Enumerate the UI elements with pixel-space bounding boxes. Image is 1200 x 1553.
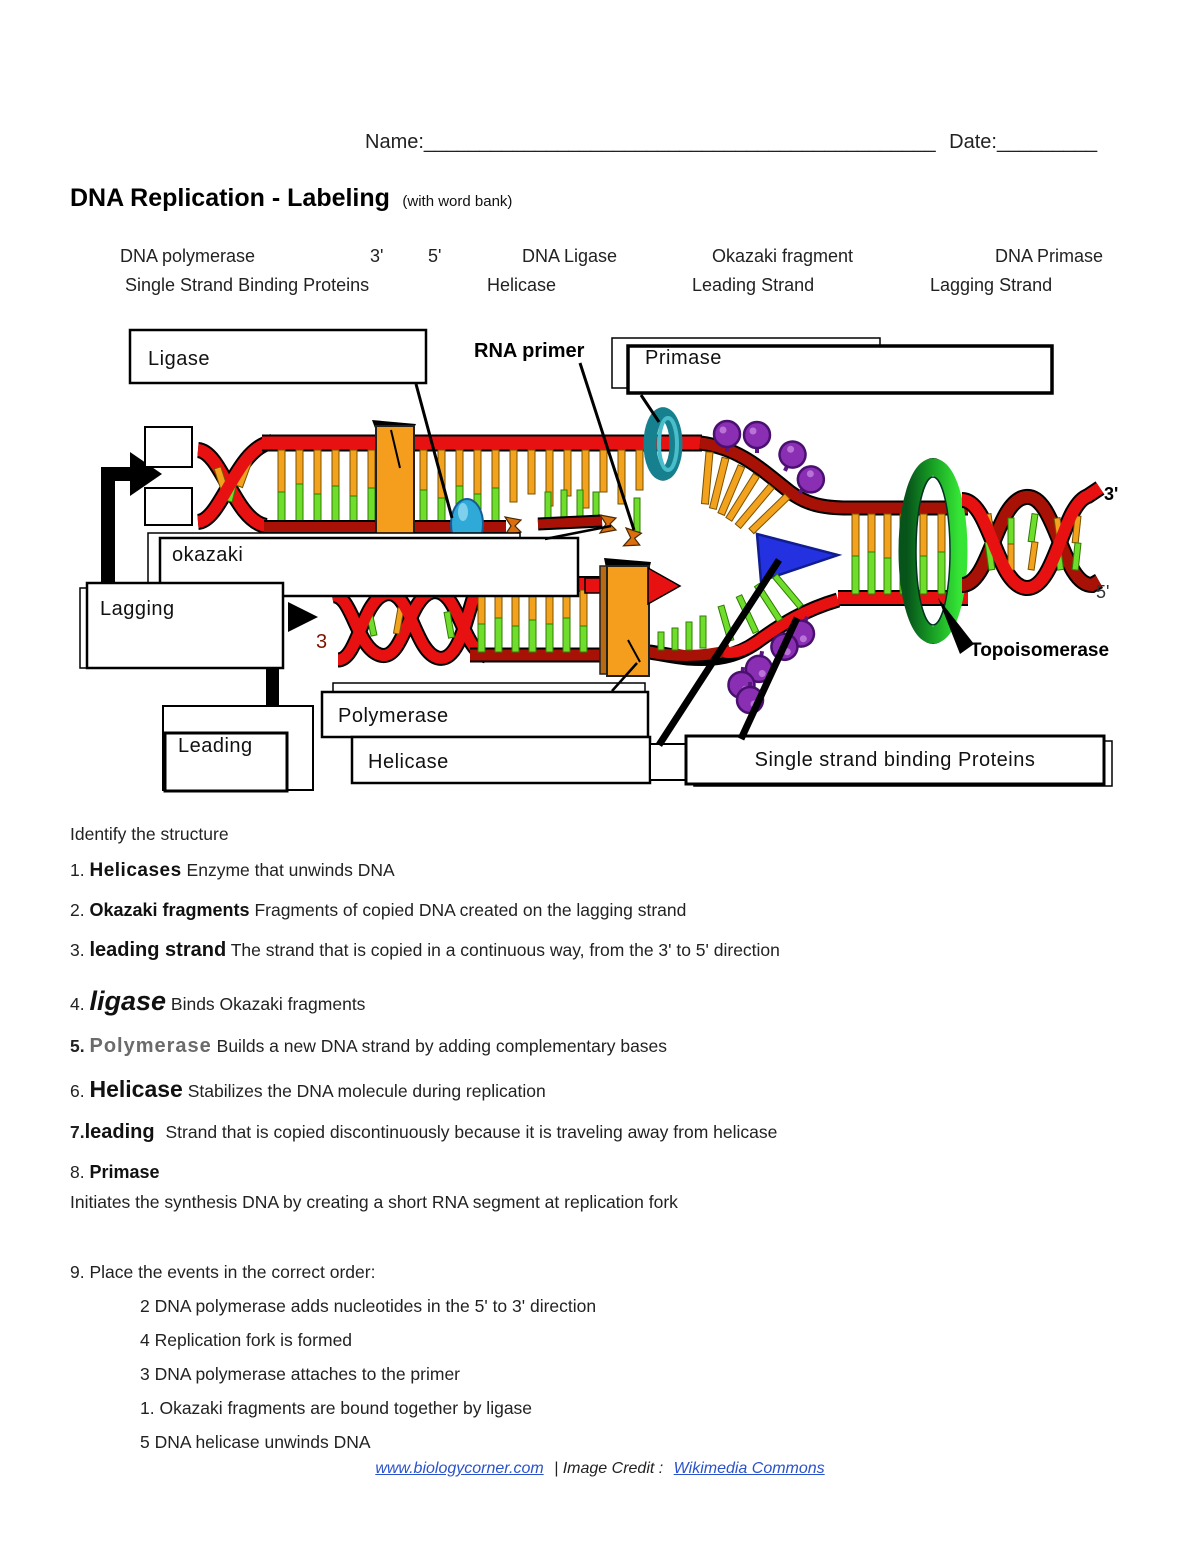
ligase-answer-text: Ligase xyxy=(148,348,210,370)
three-prime-label: 3' xyxy=(1104,484,1119,504)
question-number: 7. xyxy=(70,1122,85,1142)
top-helix-twist xyxy=(198,442,272,526)
polymerase-answer-text: Polymerase xyxy=(338,705,449,727)
question-desc: Strand that is copied discontinuously because it is traveling away from helicase xyxy=(165,1122,778,1142)
word-bank-item: DNA Primase xyxy=(995,246,1104,266)
question-number: 3. xyxy=(70,940,85,960)
word-bank-item: Lagging Strand xyxy=(930,275,1053,295)
question-desc: Fragments of copied DNA created on the lagging strand xyxy=(254,900,687,920)
site-link[interactable]: www.biologycorner.com xyxy=(375,1460,544,1477)
order-step: 4 Replication fork is formed xyxy=(140,1330,353,1350)
dna-polymerase-block-top xyxy=(372,420,416,536)
date-blank-field[interactable]: _________ xyxy=(996,131,1098,153)
word-bank-item: Leading Strand xyxy=(692,275,815,295)
order-step: 1. Okazaki fragments are bound together by ligase xyxy=(140,1398,533,1418)
ssb-answer-box[interactable] xyxy=(686,736,1112,786)
question-desc: Builds a new DNA strand by adding complementary bases xyxy=(216,1036,668,1056)
name-date-line xyxy=(365,131,1097,154)
word-bank-item: Single Strand Binding Proteins xyxy=(125,275,370,295)
blank-answer-box-bottom[interactable] xyxy=(145,488,192,525)
word-bank-row-1 xyxy=(0,246,1200,270)
question-8-desc: Initiates the synthesis DNA by creating a short RNA segment at replication fork xyxy=(70,1192,678,1212)
arrowhead xyxy=(648,568,680,604)
question-number: 1. xyxy=(70,860,85,880)
question-desc: The strand that is copied in a continuous way, from the 3' to 5' direction xyxy=(230,940,780,960)
question-6 xyxy=(70,1078,546,1102)
order-step: 5 DNA helicase unwinds DNA xyxy=(140,1432,371,1452)
lagging-answer-text: Lagging xyxy=(100,598,175,620)
word-bank-item: DNA Ligase xyxy=(522,246,618,266)
question-number: 4. xyxy=(70,994,85,1014)
page-title xyxy=(70,184,512,213)
title-main: DNA Replication - Labeling xyxy=(70,184,390,212)
question-answer: Polymerase xyxy=(89,1035,212,1057)
word-bank-item: 3' xyxy=(370,246,384,266)
ssb-answer-text: Single strand binding Proteins xyxy=(754,749,1036,771)
question-number: 6. xyxy=(70,1081,85,1101)
question-desc: Binds Okazaki fragments xyxy=(170,994,366,1014)
word-bank-item: Okazaki fragment xyxy=(712,246,854,266)
order-step: 3 DNA polymerase attaches to the primer xyxy=(140,1364,461,1384)
lagging-arrow xyxy=(288,602,318,632)
upper-fork-arm xyxy=(700,443,848,534)
date-label: Date: xyxy=(949,131,997,153)
right-parental-helix xyxy=(962,488,1100,588)
question-answer: leading xyxy=(84,1121,155,1143)
question-answer: Helicases xyxy=(89,860,182,881)
lagging-answer-box[interactable] xyxy=(80,583,283,668)
footer-separator: | Image Credit : xyxy=(554,1460,664,1477)
blank-answer-box-top[interactable] xyxy=(145,427,192,467)
helicase-answer-box[interactable] xyxy=(352,737,650,783)
question-answer: leading strand xyxy=(89,939,227,961)
primase-answer-box[interactable] xyxy=(612,338,1052,393)
leading-answer-text: Leading xyxy=(178,735,253,757)
name-label: Name: xyxy=(365,131,424,153)
question-number: 2. xyxy=(70,900,85,920)
primase-answer-text: Primase xyxy=(645,347,722,369)
order-step: 2 DNA polymerase adds nucleotides in the 5' to 3' direction xyxy=(140,1296,597,1316)
word-bank-item: Helicase xyxy=(487,275,557,295)
leading-answer-box[interactable] xyxy=(163,706,313,791)
word-bank-row-2 xyxy=(0,275,1200,299)
rna-primer-segment xyxy=(600,515,616,533)
question-3 xyxy=(70,940,780,961)
question-2 xyxy=(70,900,686,921)
topoisomerase-label: Topoisomerase xyxy=(970,640,1110,661)
dna-polymerase-block-lower xyxy=(600,558,651,676)
page-footer xyxy=(0,1460,1200,1478)
dna-replication-diagram xyxy=(0,320,1200,800)
question-4 xyxy=(70,988,365,1015)
title-sub: (with word bank) xyxy=(402,193,513,210)
word-bank-item: DNA polymerase xyxy=(120,246,256,266)
question-desc: Enzyme that unwinds DNA xyxy=(186,860,395,880)
polymerase-answer-box[interactable] xyxy=(322,683,648,737)
question-9-label: 9. Place the events in the correct order: xyxy=(70,1262,376,1282)
name-blank-field[interactable]: ______________________________________________ xyxy=(423,131,936,153)
question-number: 5. xyxy=(70,1036,85,1056)
rna-primer-label: RNA primer xyxy=(474,340,585,362)
ligase-answer-box[interactable] xyxy=(130,330,426,383)
three-label: 3 xyxy=(316,631,328,653)
five-prime-label: 5' xyxy=(1096,582,1110,602)
questions-intro: Identify the structure xyxy=(70,824,229,844)
question-7 xyxy=(70,1122,777,1143)
question-8 xyxy=(70,1162,160,1183)
helicase-answer-text: Helicase xyxy=(368,751,449,773)
question-5 xyxy=(70,1036,667,1057)
question-1 xyxy=(70,860,395,881)
question-answer: Primase xyxy=(89,1162,160,1182)
word-bank-item: 5' xyxy=(428,246,442,266)
question-number: 8. xyxy=(70,1162,85,1182)
question-answer: Okazaki fragments xyxy=(89,900,250,920)
question-answer: ligase xyxy=(89,986,167,1016)
connector-box[interactable] xyxy=(650,744,688,780)
topoisomerase-enzyme-ring xyxy=(900,459,966,643)
question-desc: Stabilizes the DNA molecule during replication xyxy=(187,1081,546,1101)
credit-link[interactable]: Wikimedia Commons xyxy=(673,1460,825,1477)
okazaki-answer-text: okazaki xyxy=(172,544,244,566)
question-answer: Helicase xyxy=(89,1076,183,1102)
